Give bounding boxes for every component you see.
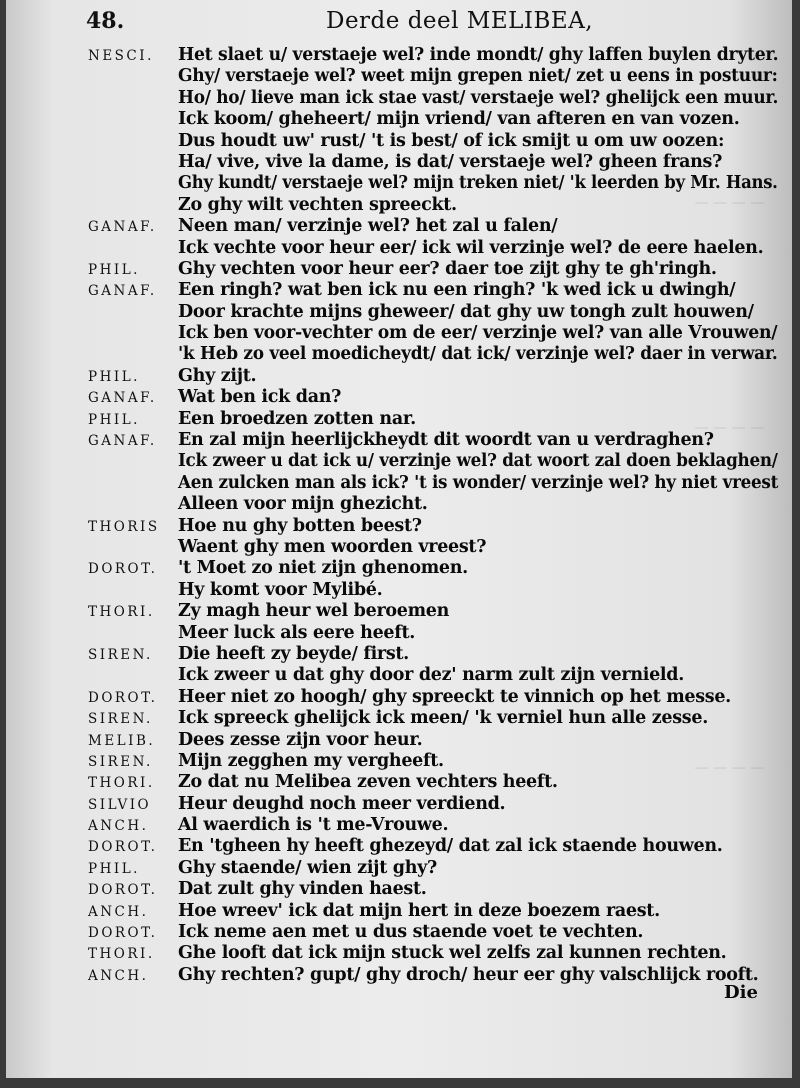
verse-text: Heur deughd noch meer verdiend.: [178, 793, 506, 814]
speaker-label: DOROT.: [88, 882, 158, 899]
verse-text: Ghy rechten? gupt/ ghy droch/ heur eer ghy valschlijck rooft.: [178, 964, 759, 985]
speaker-label: PHIL.: [88, 411, 140, 428]
verse-line: [6, 943, 792, 964]
verse-line: [6, 708, 792, 729]
verse-text: Hoe nu ghy botten beest?: [178, 515, 422, 536]
verse-line: [6, 109, 792, 130]
verse-text: Dat zult ghy vinden haest.: [178, 879, 427, 900]
verse-text: Het slaet u/ verstaeje wel? inde mondt/ ghy laffen buylen dryter.: [178, 45, 779, 65]
verse-line: [6, 216, 792, 237]
verse-line: [6, 45, 792, 66]
speaker-label: DOROT.: [88, 689, 158, 706]
verse-line: [6, 730, 792, 751]
verse-line: [6, 858, 792, 879]
speaker-label: SIREN.: [88, 711, 153, 728]
verse-text: Ghy vechten voor heur eer? daer toe zijt ghy te gh'ringh.: [178, 258, 717, 279]
verse-line: [6, 751, 792, 772]
verse-line: [6, 473, 792, 494]
speaker-label: GANAF.: [88, 219, 157, 236]
verse-line: [6, 901, 792, 922]
verse-text: Wat ben ick dan?: [178, 387, 342, 408]
verse-line: [6, 623, 792, 644]
verse-line: [6, 131, 792, 152]
speaker-label: MELIB.: [88, 732, 156, 749]
verse-text: Ghy kundt/ verstaeje wel? mijn treken niet/ 'k leerden by Mr. Hans.: [178, 173, 778, 194]
verse-line: [6, 259, 792, 280]
verse-text: Ghy/ verstaeje wel? weet mijn grepen niet/ zet u eens in postuur:: [178, 66, 778, 87]
page-number: 48.: [86, 8, 125, 34]
speaker-label: ANCH.: [88, 967, 149, 984]
speaker-label: THORI.: [88, 946, 155, 963]
verse-text: Mijn zegghen my vergheeft.: [178, 750, 444, 771]
speaker-label: DOROT.: [88, 839, 158, 856]
verse-line: [6, 644, 792, 665]
running-title: Derde deel MELIBEA,: [326, 8, 594, 34]
verse-line: [6, 580, 792, 601]
verse-text: Dus houdt uw' rust/ 't is best/ of ick smijt u om uw oozen:: [178, 130, 725, 151]
verse-line: [6, 66, 792, 87]
verse-line: [6, 280, 792, 301]
verse-text: Ick spreeck ghelijck ick meen/ 'k verniel hun alle zesse.: [178, 708, 708, 729]
verse-text: Heer niet zo hoogh/ ghy spreeckt te vinnich op het messe.: [178, 686, 731, 707]
verse-line: [6, 344, 792, 365]
verse-line: [6, 772, 792, 793]
verse-text: Neen man/ verzinje wel? het zal u falen/: [178, 216, 558, 237]
verse-text: Ghy zijt.: [178, 365, 257, 386]
speaker-label: THORI.: [88, 775, 155, 792]
verse-text: Ick zweer u dat ghy door dez' narm zult zijn vernield.: [178, 665, 684, 686]
verse-line: [6, 965, 792, 986]
speaker-label: PHIL.: [88, 368, 140, 385]
verse-text: Alleen voor mijn ghezicht.: [178, 494, 428, 515]
verse-text: Ha/ vive, vive la dame, is dat/ verstaeje wel? gheen frans?: [178, 151, 723, 172]
speaker-label: PHIL.: [88, 860, 140, 877]
speaker-label: ANCH.: [88, 903, 149, 920]
verse-text: 't Moet zo niet zijn ghenomen.: [178, 558, 468, 579]
verse-text: Ghe looft dat ick mijn stuck wel zelfs zal kunnen rechten.: [178, 943, 727, 964]
verse-line: [6, 302, 792, 323]
verse-text: Ick neme aen met u dus staende voet te vechten.: [178, 922, 644, 943]
verse-line: [6, 366, 792, 387]
verse-line: [6, 387, 792, 408]
verse-text: Die heeft zy beyde/ first.: [178, 643, 409, 664]
verse-line: [6, 922, 792, 943]
verse-text: En zal mijn heerlijckheydt dit woordt van u verdraghen?: [178, 430, 714, 451]
speaker-label: NESCI.: [88, 48, 154, 64]
verse-text: Zo ghy wilt vechten spreeckt.: [178, 194, 457, 215]
speaker-label: DOROT.: [88, 561, 158, 578]
verse-text: Een broedzen zotten nar.: [178, 408, 416, 429]
verse-line: [6, 794, 792, 815]
verse-line: [6, 409, 792, 430]
speaker-label: GANAF.: [88, 433, 157, 450]
speaker-label: SILVIO: [88, 796, 152, 813]
verse-line: [6, 665, 792, 686]
verse-text: Waent ghy men woorden vreest?: [178, 536, 487, 557]
verse-line: [6, 451, 792, 472]
speaker-label: DOROT.: [88, 925, 158, 942]
verse-line: [6, 601, 792, 622]
verse-text: Hoe wreev' ick dat mijn hert in deze boezem raest.: [178, 900, 660, 921]
verse-text: Ick vechte voor heur eer/ ick wil verzinje wel? de eere haelen.: [178, 237, 764, 258]
verse-line: [6, 516, 792, 537]
speaker-label: THORI.: [88, 604, 155, 621]
verse-text: Aen zulcken man als ick? 't is wonder/ verzinje wel? hy niet vreest: [178, 472, 779, 493]
verse-line: [6, 815, 792, 836]
verse-text: Meer luck als eere heeft.: [178, 622, 416, 643]
verse-text: Zy magh heur wel beroemen: [178, 601, 450, 622]
verse-block: [6, 45, 792, 986]
bleed-through: — — — —: [694, 420, 764, 436]
verse-text: Ghy staende/ wien zijt ghy?: [178, 857, 437, 878]
verse-line: [6, 879, 792, 900]
speaker-label: SIREN.: [88, 753, 153, 770]
speaker-label: PHIL.: [88, 261, 140, 278]
catchword: Die: [724, 982, 758, 1003]
verse-text: Door krachte mijns gheweer/ dat ghy uw tongh zult houwen/: [178, 301, 754, 322]
verse-text: Dees zesse zijn voor heur.: [178, 729, 423, 750]
verse-line: [6, 430, 792, 451]
verse-line: [6, 537, 792, 558]
speaker-label: THORIS: [88, 518, 160, 535]
verse-line: [6, 494, 792, 515]
bleed-through: — — — —: [694, 760, 764, 776]
verse-line: [6, 238, 792, 259]
verse-line: [6, 173, 792, 194]
speaker-label: ANCH.: [88, 818, 149, 835]
verse-text: Ick zweer u dat ick u/ verzinje wel? dat woort zal doen beklaghen/: [178, 451, 778, 472]
verse-line: [6, 195, 792, 216]
verse-text: Hy komt voor Mylibé.: [178, 579, 383, 600]
verse-text: 'k Heb zo veel moedicheydt/ dat ick/ verzinje wel? daer in verwar.: [178, 344, 778, 365]
page-header: [6, 4, 792, 36]
bleed-through: — — — —: [694, 195, 764, 211]
verse-line: [6, 323, 792, 344]
verse-text: Ho/ ho/ lieve man ick staе vast/ verstaeje wel? ghelijck een muur.: [178, 87, 779, 108]
verse-line: [6, 687, 792, 708]
speaker-label: SIREN.: [88, 646, 153, 663]
verse-text: Ick ben voor-vechter om de eer/ verzinje wel? van alle Vrouwen/: [178, 323, 778, 344]
speaker-label: GANAF.: [88, 283, 157, 300]
verse-text: Zo dat nu Melibea zeven vechters heeft.: [178, 772, 558, 793]
verse-text: Een ringh? wat ben ick nu een ringh? 'k wed ick u dwingh/: [178, 280, 736, 301]
book-page: [6, 0, 792, 1078]
verse-text: Al waerdich is 't me-Vrouwe.: [178, 815, 449, 836]
verse-line: [6, 88, 792, 109]
verse-line: [6, 152, 792, 173]
verse-text: En 'tgheen hy heeft ghezeyd/ dat zal ick staende houwen.: [178, 836, 723, 857]
verse-line: [6, 836, 792, 857]
speaker-label: GANAF.: [88, 390, 157, 407]
verse-line: [6, 558, 792, 579]
verse-text: Ick koom/ gheheert/ mijn vriend/ van afteren en van vozen.: [178, 109, 740, 130]
